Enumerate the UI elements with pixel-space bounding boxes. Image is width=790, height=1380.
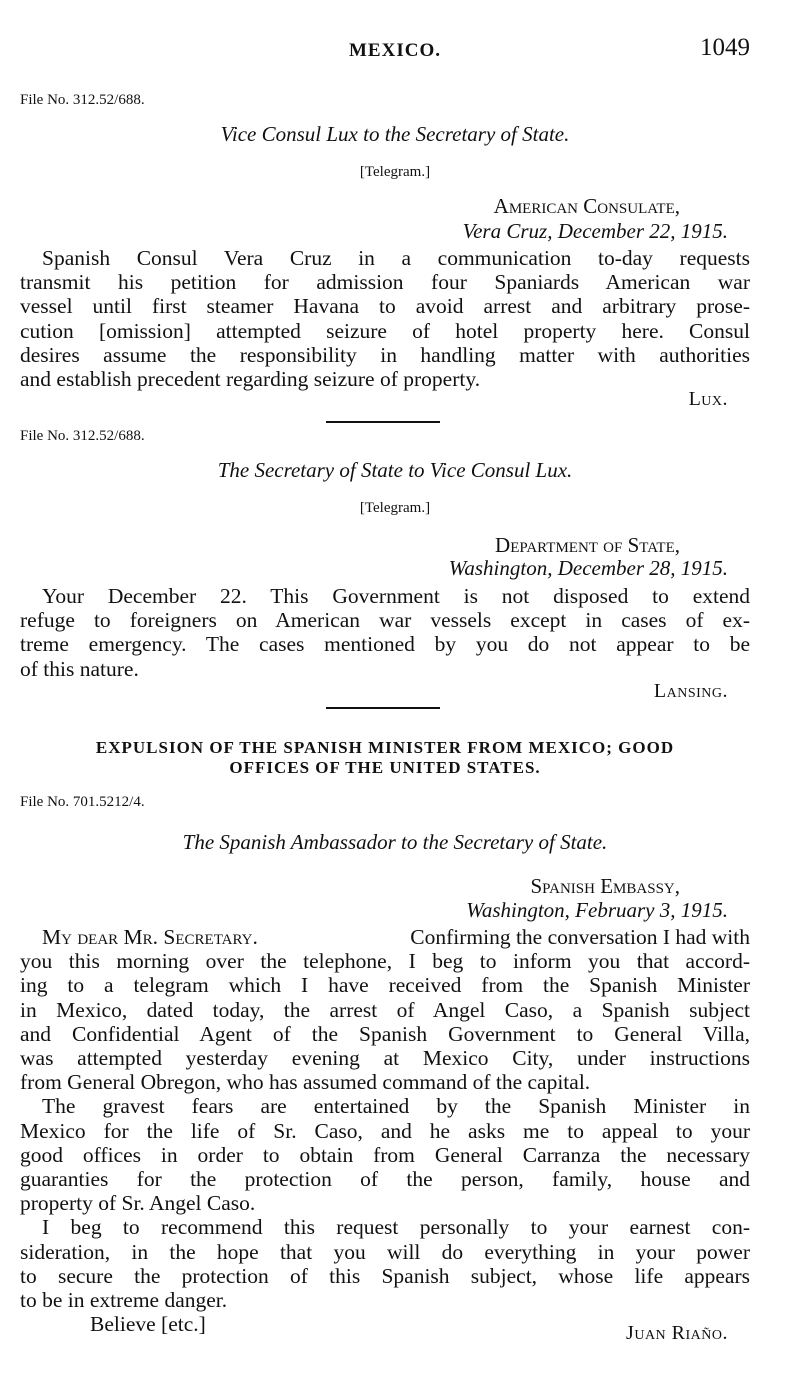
text-line: vessel until first steamer Havana to avoid arrest and arbitrary prose-	[20, 294, 750, 319]
closing: Believe [etc.]	[90, 1312, 206, 1337]
salutation: My dear Mr. Secretary.	[42, 925, 258, 949]
text-line: and Confidential Agent of the Spanish Government to General Villa,	[20, 1021, 750, 1046]
dateline: Vera Cruz, December 22, 1915.	[462, 219, 728, 243]
document-title: The Spanish Ambassador to the Secretary of State.	[182, 830, 608, 854]
text-line: guaranties for the protection of the person, family, house and	[20, 1167, 750, 1192]
section-title	[20, 738, 750, 778]
document-title: The Secretary of State to Vice Consul Lux.	[217, 458, 573, 482]
text-line	[20, 925, 750, 949]
signature: Juan Riaño.	[626, 1322, 728, 1344]
divider-rule	[326, 707, 440, 709]
text-line: to be in extreme danger.	[20, 1288, 228, 1313]
message-body	[20, 246, 750, 391]
file-number: File No. 701.5212/4.	[20, 794, 145, 810]
signature: Lux.	[688, 388, 728, 410]
text-fragment: Confirming the conversation I had with	[410, 925, 750, 949]
section-title-line: OFFICES OF THE UNITED STATES.	[229, 758, 541, 777]
place-line: Spanish Embassy,	[530, 874, 680, 898]
text-line: was attempted yesterday evening at Mexico City, under instructions	[20, 1046, 750, 1071]
letter-body	[20, 925, 750, 1336]
text-line: I beg to recommend this request personally to your earnest con-	[42, 1215, 750, 1240]
text-line: of this nature.	[20, 656, 139, 681]
text-line: transmit his petition for admission four Spaniards American war	[20, 270, 750, 295]
message-body	[20, 584, 750, 681]
document-type: [Telegram.]	[359, 500, 431, 516]
dateline: Washington, December 28, 1915.	[448, 556, 728, 580]
running-head: MEXICO.	[349, 40, 441, 61]
text-line: refuge to foreigners on American war vessels except in cases of ex-	[20, 608, 750, 633]
document-title: Vice Consul Lux to the Secretary of State.	[220, 122, 570, 146]
text-line: cution [omission] attempted seizure of hotel property here. Consul	[20, 318, 750, 343]
text-line: Your December 22. This Government is not disposed to extend	[42, 584, 750, 608]
text-line: good offices in order to obtain from General Carranza the necessary	[20, 1142, 750, 1167]
text-line: in Mexico, dated today, the arrest of Angel Caso, a Spanish subject	[20, 997, 750, 1022]
text-line: The gravest fears are entertained by the Spanish Minister in	[42, 1094, 750, 1119]
document-type: [Telegram.]	[359, 164, 431, 180]
file-number: File No. 312.52/688.	[20, 428, 145, 444]
text-line: to secure the protection of this Spanish subject, whose life appears	[20, 1263, 750, 1288]
text-line: treme emergency. The cases mentioned by you do not appear to be	[20, 632, 750, 657]
signature: Lansing.	[653, 680, 728, 702]
page-number: 1049	[700, 34, 750, 61]
section-title-line: EXPULSION OF THE SPANISH MINISTER FROM MEXICO; GOOD	[95, 738, 675, 757]
text-line: ing to a telegram which I have received from the Spanish Minister	[20, 973, 750, 998]
text-line: property of Sr. Angel Caso.	[20, 1191, 256, 1216]
dateline: Washington, February 3, 1915.	[466, 898, 728, 922]
text-line: from General Obregon, who has assumed command of the capital.	[20, 1070, 591, 1095]
text-line: Spanish Consul Vera Cruz in a communication to-day requests	[42, 246, 750, 270]
divider-rule	[326, 421, 440, 423]
text-line: you this morning over the telephone, I beg to inform you that accord-	[20, 949, 750, 974]
text-line: Mexico for the life of Sr. Caso, and he asks me to appeal to your	[20, 1118, 750, 1143]
place-line: American Consulate,	[493, 194, 680, 218]
text-line: sideration, in the hope that you will do everything in your power	[20, 1239, 750, 1264]
text-line: and establish precedent regarding seizure of property.	[20, 367, 481, 392]
place-line: Department of State,	[495, 533, 680, 557]
text-line: desires assume the responsibility in handling matter with authorities	[20, 342, 750, 367]
file-number: File No. 312.52/688.	[20, 92, 145, 108]
